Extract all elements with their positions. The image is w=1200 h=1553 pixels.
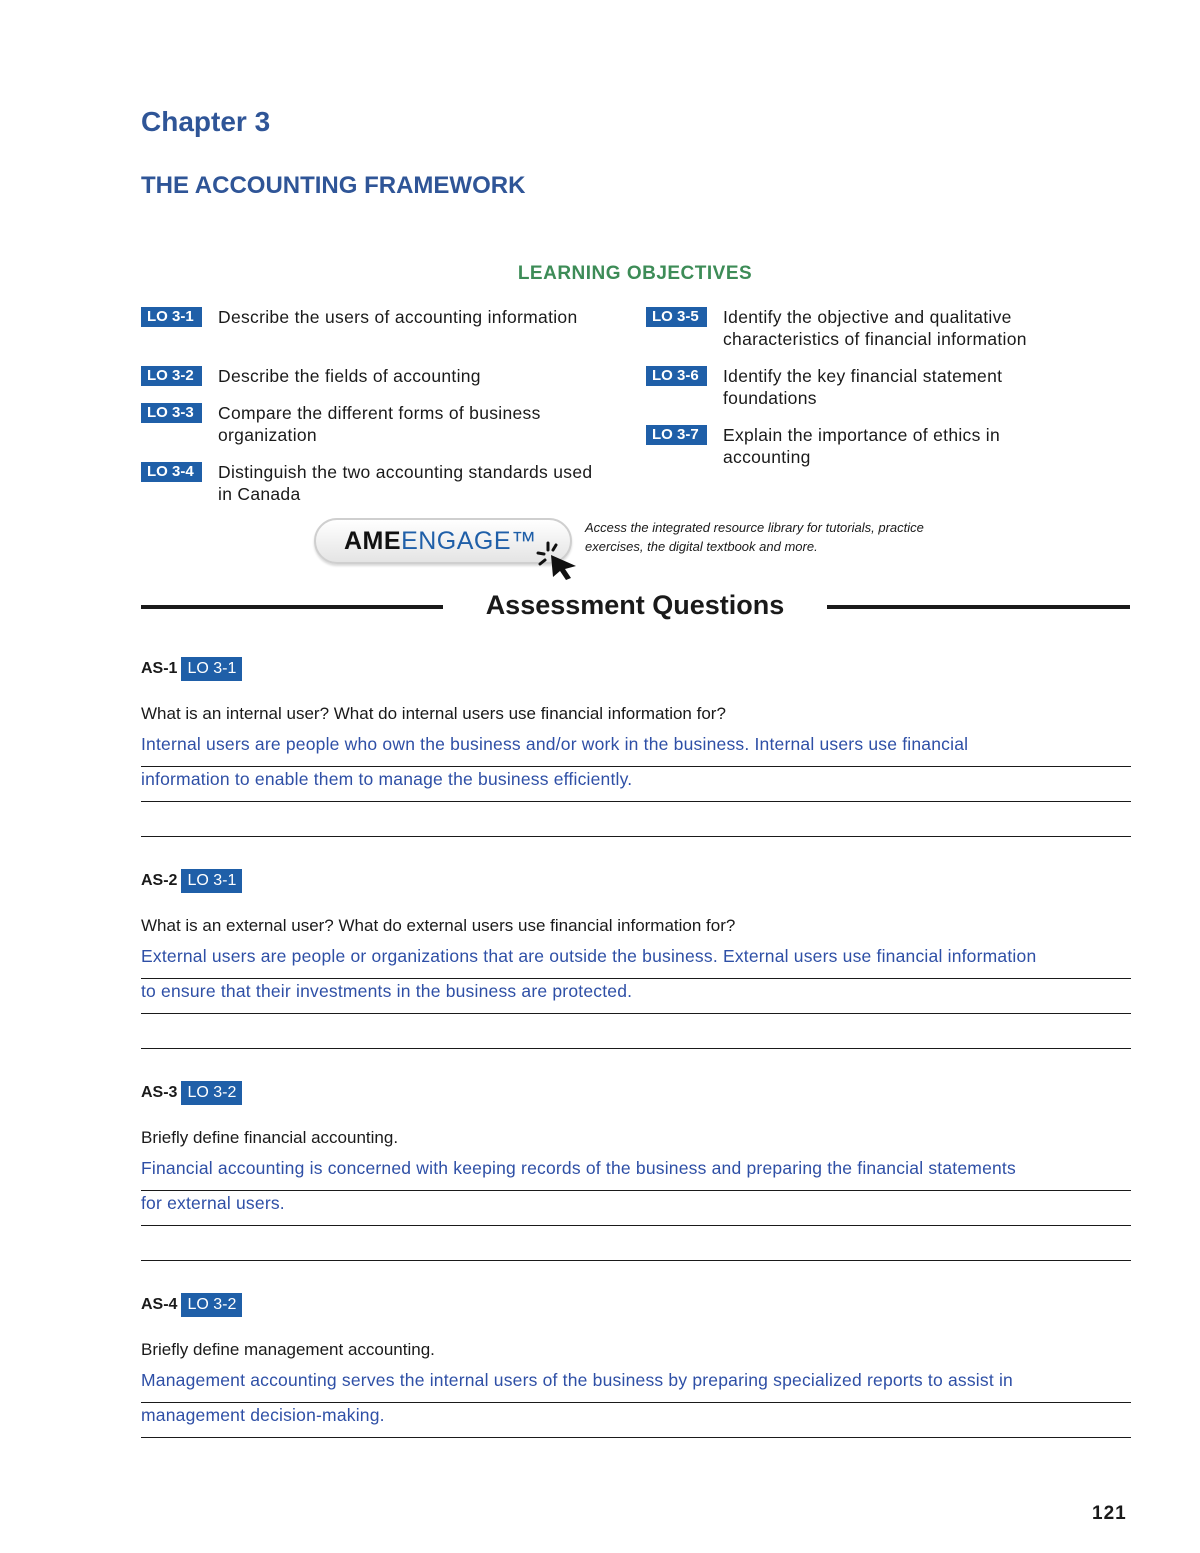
chapter-label: Chapter 3 bbox=[141, 106, 271, 137]
answer-line bbox=[141, 1226, 1131, 1261]
question-text: Briefly define financial accounting. bbox=[141, 1128, 399, 1147]
lo-badge: LO 3-4 bbox=[141, 462, 202, 482]
logo-text-engage: ENGAGE™ bbox=[401, 526, 537, 555]
cursor-click-icon bbox=[534, 540, 582, 582]
lo-badge: LO 3-1 bbox=[181, 869, 242, 893]
section-rule-left bbox=[141, 605, 443, 609]
page-number: 121 bbox=[1092, 1503, 1127, 1524]
question-as-4 bbox=[141, 1292, 1131, 1442]
question-number: AS-3 bbox=[141, 1084, 178, 1101]
logo-text-ame: AME bbox=[344, 526, 402, 555]
answer-line: information to enable them to manage the business efficiently. bbox=[141, 767, 1131, 802]
objective-item bbox=[141, 365, 611, 387]
objective-text: Describe the users of accounting information bbox=[218, 307, 578, 327]
lo-badge: LO 3-3 bbox=[141, 403, 202, 423]
answer-line: Financial accounting is concerned with keeping records of the business and preparing the financial statements bbox=[141, 1156, 1131, 1191]
question-text: Briefly define management accounting. bbox=[141, 1340, 435, 1359]
lo-badge: LO 3-6 bbox=[646, 366, 707, 386]
lo-badge: LO 3-1 bbox=[181, 657, 242, 681]
question-as-3 bbox=[141, 1080, 1131, 1265]
section-rule-right bbox=[827, 605, 1130, 609]
objective-text: Identify the key financial statement foundations bbox=[723, 366, 1003, 408]
question-as-2 bbox=[141, 868, 1131, 1053]
objective-item bbox=[141, 402, 611, 446]
assessment-heading: Assessment Questions bbox=[485, 590, 785, 620]
lo-badge: LO 3-2 bbox=[181, 1081, 242, 1105]
answer-line bbox=[141, 802, 1131, 837]
lo-badge: LO 3-2 bbox=[141, 366, 202, 386]
question-number: AS-1 bbox=[141, 660, 178, 677]
objective-text: Explain the importance of ethics in accounting bbox=[723, 425, 1001, 467]
question-as-1 bbox=[141, 656, 1131, 841]
lo-badge: LO 3-7 bbox=[646, 425, 707, 445]
answer-line: Internal users are people who own the business and/or work in the business. Internal users use financial bbox=[141, 732, 1131, 767]
answer-line bbox=[141, 1014, 1131, 1049]
question-text: What is an internal user? What do internal users use financial information for? bbox=[141, 704, 726, 723]
answer-line: External users are people or organizations that are outside the business. External users use financial information bbox=[141, 944, 1131, 979]
objective-item bbox=[646, 365, 1116, 409]
answer-line: for external users. bbox=[141, 1191, 1131, 1226]
lo-badge: LO 3-5 bbox=[646, 307, 707, 327]
answer-line: management decision-making. bbox=[141, 1403, 1131, 1438]
objective-item bbox=[646, 424, 1116, 468]
objective-text: Identify the objective and qualitative characteristics of financial information bbox=[723, 307, 1027, 349]
lo-badge: LO 3-2 bbox=[181, 1293, 242, 1317]
objective-text: Compare the different forms of business organization bbox=[218, 403, 541, 445]
objective-text: Describe the fields of accounting bbox=[218, 366, 481, 386]
objective-item bbox=[141, 306, 611, 328]
question-number: AS-4 bbox=[141, 1296, 178, 1313]
question-text: What is an external user? What do external users use financial information for? bbox=[141, 916, 736, 935]
chapter-title: THE ACCOUNTING FRAMEWORK bbox=[141, 172, 526, 199]
objective-item bbox=[646, 306, 1116, 350]
engage-description: Access the integrated resource library for tutorials, practice exercises, the digital textbook and more. bbox=[585, 520, 924, 554]
learning-objectives-heading: LEARNING OBJECTIVES bbox=[517, 263, 753, 284]
lo-badge: LO 3-1 bbox=[141, 307, 202, 327]
objective-text: Distinguish the two accounting standards used in Canada bbox=[218, 462, 593, 504]
answer-line: Management accounting serves the internal users of the business by preparing specialized reports to assist in bbox=[141, 1368, 1131, 1403]
question-number: AS-2 bbox=[141, 872, 178, 889]
objective-item bbox=[141, 461, 611, 505]
answer-line: to ensure that their investments in the business are protected. bbox=[141, 979, 1131, 1014]
